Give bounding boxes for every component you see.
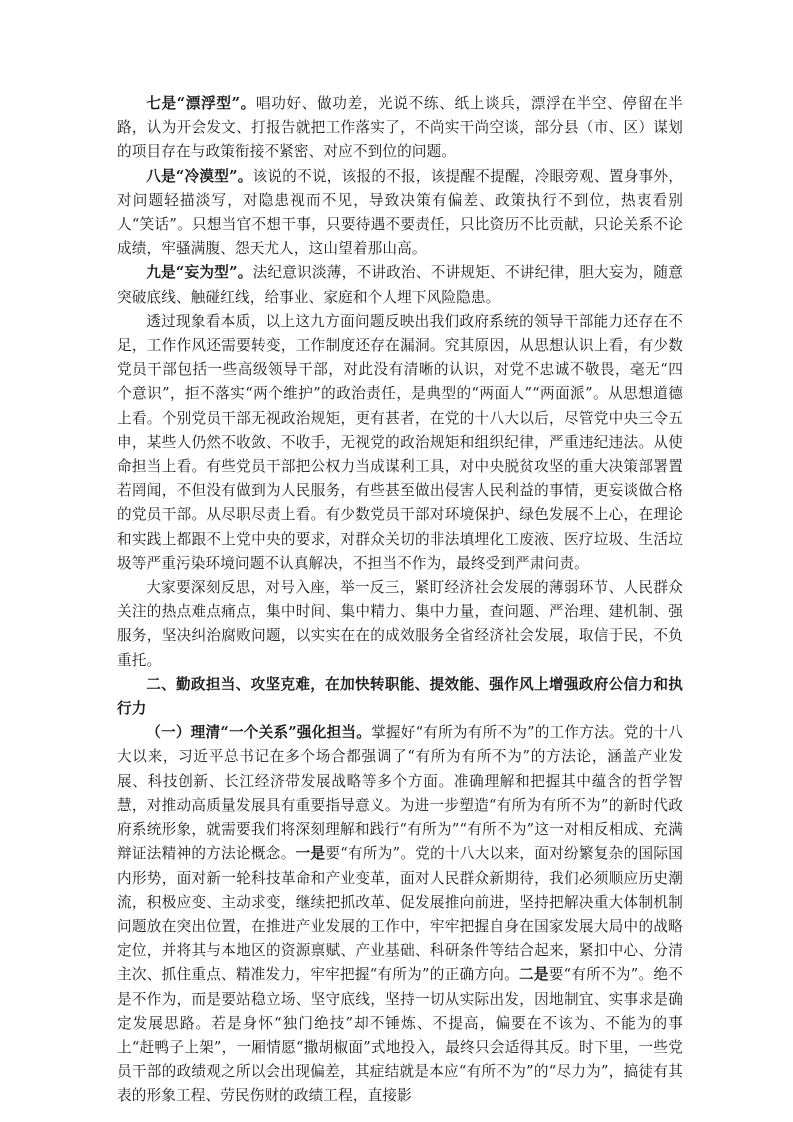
paragraph-subsection-one <box>117 721 683 1108</box>
paragraph-type-nine <box>117 261 683 309</box>
document-page <box>117 92 683 1109</box>
paragraph-lead: 九是“妄为型”。 <box>146 264 253 282</box>
paragraph-lead: 七是“漂浮型”。 <box>146 95 256 112</box>
paragraph-type-eight <box>117 165 683 262</box>
paragraph-text: 要“有所为”。党的十八大以来，面对纷繁复杂的国际国内形势，面对新一轮科技革命和产业变革，面对人民群众新期待，我们必须顺应历史潮流，积极应变、主动求变，继续把抓改革、促发展推向前进，坚持把解决重大体制机制问题放在突出位置，在推进产业发展的工作中，牢牢把握自身在国家发展大局中的战略定位，并将其与本地区的资源禀赋、产业基础、科研条件等结合起来，紧扣中心、分清主次、抓住重点、精准发力，牢牢把握“有所为”的正确方向。 <box>117 845 683 984</box>
paragraph-text: 透过现象看本质，以上这九方面问题反映出我们政府系统的领导干部能力还存在不足，工作作风还需要转变，工作制度还存在漏洞。究其原因，从思想认识上看，有少数党员干部包括一些高级领导干部，对此没有清晰的认识，对党不忠诚不敬畏，毫无“四个意识”，拒不落实“两个维护”的政治责任，是典型的“两面人”“两面派”。从思想道德上看。个别党员干部无视政治规矩，更有甚者，在党的十八大以后，尽管党中央三令五申，某些人仍然不收敛、不收手，无视党的政治规矩和组织纪律，严重违纪违法。从使命担当上看。有些党员干部把公权力当成谋利工具，对中央脱贫攻坚的重大决策部署置若罔闻，不但没有做到为人民服务，有些甚至做出侵害人民利益的事情，更妄谈做合格的党员干部。从尽职尽责上看。有少数党员干部对环境保护、绿色发展不上心，在理论和实践上都跟不上党中央的要求，对群众关切的非法填埋化工废液、医疗垃圾、生活垃圾等严重污染环境问题不认真解决，不担当不作为，最终受到严肃问责。 <box>117 312 683 572</box>
paragraph-text: 要“有所不为”。绝不是不作为，而是要站稳立场、坚守底线，坚持一切从实际出发，因地制宜、实事求是确定发展思路。若是身怀“独门绝技”却不锤炼、不提高，偏要在不该为、不能为的事上“赶鸭子上架”，一厢情愿“撒胡椒面”式地投入，最终只会适得其反。时下里，一些党员干部的政绩观之所以会出现偏差，其症结就是本应“有所不为”的“尽力为”，搞徒有其表的形象工程、劳民伤财的政绩工程，直接影 <box>117 966 683 1105</box>
paragraph-reflection <box>117 576 683 673</box>
paragraph-text: 该说的不说，该报的不报，该提醒不提醒，冷眼旁观、置身事外，对问题轻描淡写，对隐患视而不见，导致决策有偏差、政策执行不到位，热衷看别人“笑话”。只想当官不想干事，只要待遇不要责任，只比资历不比贡献，只论关系不论成绩，牢骚满腹、怨天尤人，这山望着那山高。 <box>117 167 683 258</box>
paragraph-text: 法纪意识淡薄，不讲政治、不讲规矩、不讲纪律，胆大妄为，随意突破底线、触碰红线，给事业、家庭和个人埋下风险隐患。 <box>117 264 683 306</box>
section-heading: 二、勤政担当、攻坚克难，在加快转职能、提效能、强作风上增强政府公信力和执行力 <box>117 675 683 718</box>
paragraph-lead: 八是“冷漠型”。 <box>146 167 253 185</box>
paragraph-text: 唱功好、做功差，光说不练、纸上谈兵，漂浮在半空、停留在半路，认为开会发文、打报告就把工作落实了，不尚实干尚空谈，部分县（市、区）谋划的项目存在与政策衔接不紧密、对应不到位的问题。 <box>117 95 683 161</box>
point-two-marker: 二是 <box>518 966 549 984</box>
paragraph-type-seven <box>117 92 683 165</box>
paragraph-text: 大家要深刻反思，对号入座，举一反三，紧盯经济社会发展的薄弱环节、人民群众关注的热点难点痛点，集中时间、集中精力、集中力量，查问题、严治理、建机制、强服务，坚决纠治腐败问题，以实实在在的成效服务全省经济社会发展，取信于民，不负重托。 <box>117 579 683 669</box>
paragraph-analysis <box>117 310 683 576</box>
point-one-marker: 一是 <box>295 845 326 863</box>
subsection-lead: （一）理清“一个关系”强化担当。 <box>146 724 372 742</box>
paragraph-text: 掌握好“有所为有所不为”的工作方法。党的十八大以来，习近平总书记在多个场合都强调了“有所为有所不为”的方法论，涵盖产业发展、科技创新、长江经济带发展战略等多个方面。准确理解和把握其中蕴含的哲学智慧，对推动高质量发展具有重要指导意义。为进一步塑造“有所为有所不为”的新时代政府系统形象，就需要我们将深刻理解和践行“有所为”“有所不为”这一对相反相成、充满辩证法精神的方法论概念。 <box>117 724 683 863</box>
